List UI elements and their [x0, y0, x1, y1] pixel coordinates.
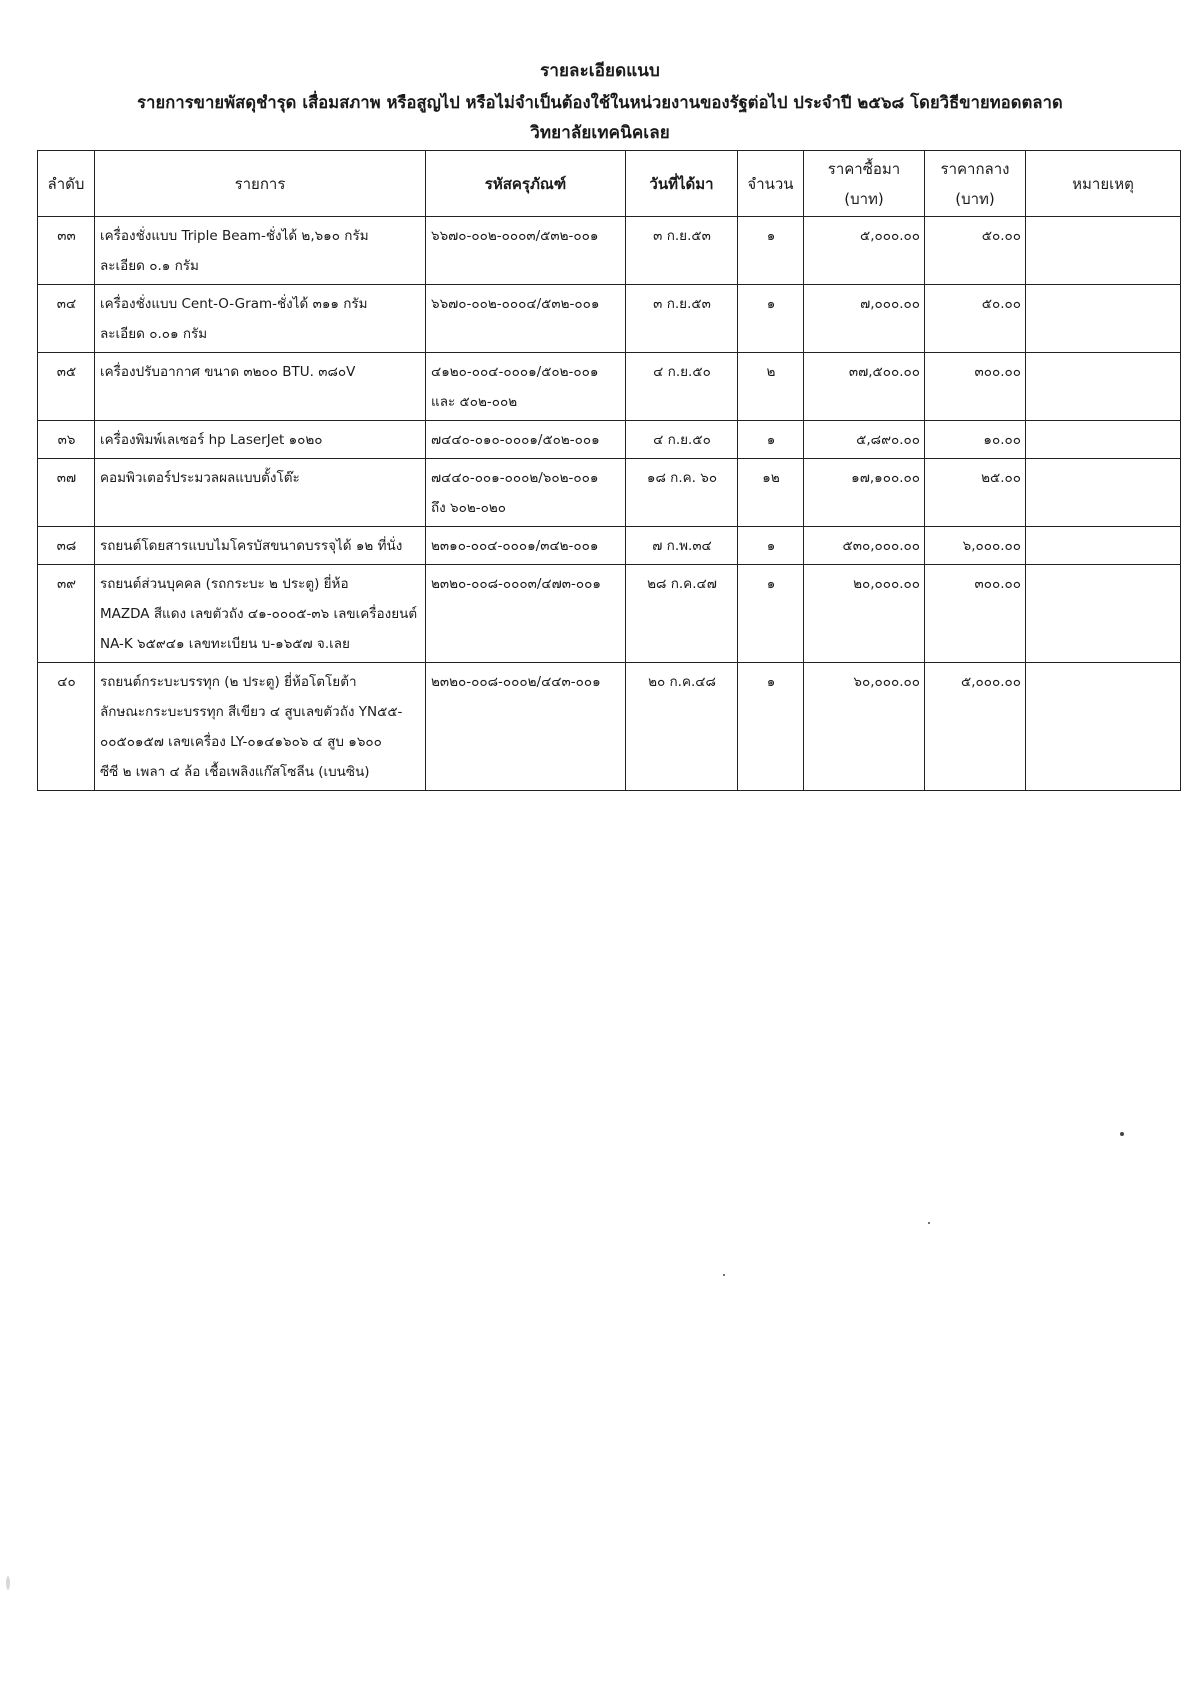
table-row — [38, 285, 1181, 353]
row-median-price: ๒๕.๐๐ — [925, 459, 1026, 527]
row-description: รถยนต์ส่วนบุคคล (รถกระบะ ๒ ประตู) ยี่ห้อ MAZDA สีแดง เลขตัวถัง ๔๑-๐๐๐๕-๓๖ เลขเครื่องยนต์ NA-K ๖๕๙๔๑ เลขทะเบียน บ-๑๖๕๗ จ.เลย — [95, 565, 426, 663]
col-header-date: วันที่ได้มา — [626, 151, 738, 217]
row-number: ๔๐ — [38, 663, 95, 791]
row-quantity: ๑ — [738, 285, 804, 353]
row-median-price: ๖,๐๐๐.๐๐ — [925, 527, 1026, 565]
scan-speck — [723, 1274, 725, 1276]
row-asset-code: ๖๖๗๐-๐๐๒-๐๐๐๔/๕๓๒-๐๐๑ — [426, 285, 626, 353]
row-median-price: ๓๐๐.๐๐ — [925, 565, 1026, 663]
row-description: เครื่องชั่งแบบ Cent-O-Gram-ชั่งได้ ๓๑๑ กรัม ละเอียด ๐.๐๑ กรัม — [95, 285, 426, 353]
col-header-no: ลำดับ — [38, 151, 95, 217]
row-median-price: ๕๐.๐๐ — [925, 285, 1026, 353]
row-description: คอมพิวเตอร์ประมวลผลแบบตั้งโต๊ะ — [95, 459, 426, 527]
col-header-item: รายการ — [95, 151, 426, 217]
col-header-median-price: ราคากลาง (บาท) — [925, 151, 1026, 217]
row-number: ๓๔ — [38, 285, 95, 353]
row-remark — [1026, 285, 1181, 353]
organization-name: วิทยาลัยเทคนิคเลย — [530, 123, 670, 143]
row-purchase-price: ๑๗,๑๐๐.๐๐ — [804, 459, 925, 527]
row-purchase-price: ๓๗,๕๐๐.๐๐ — [804, 353, 925, 421]
row-number: ๓๗ — [38, 459, 95, 527]
col-header-remark: หมายเหตุ — [1026, 151, 1181, 217]
row-description: รถยนต์โดยสารแบบไมโครบัสขนาดบรรจุได้ ๑๒ ที่นั่ง — [95, 527, 426, 565]
row-asset-code: ๗๔๔๐-๐๑๐-๐๐๐๑/๕๐๒-๐๐๑ — [426, 421, 626, 459]
row-asset-code: ๗๔๔๐-๐๐๑-๐๐๐๒/๖๐๒-๐๐๑ ถึง ๖๐๒-๐๒๐ — [426, 459, 626, 527]
row-remark — [1026, 527, 1181, 565]
row-acquired-date: ๗ ก.พ.๓๔ — [626, 527, 738, 565]
row-purchase-price: ๕,๐๐๐.๐๐ — [804, 217, 925, 285]
row-median-price: ๑๐.๐๐ — [925, 421, 1026, 459]
row-quantity: ๑ — [738, 663, 804, 791]
table-row — [38, 353, 1181, 421]
row-remark — [1026, 217, 1181, 285]
row-remark — [1026, 353, 1181, 421]
row-acquired-date: ๓ ก.ย.๕๓ — [626, 285, 738, 353]
row-remark — [1026, 459, 1181, 527]
table-row — [38, 459, 1181, 527]
document-header — [0, 56, 1200, 149]
row-description: รถยนต์กระบะบรรทุก (๒ ประตู) ยี่ห้อโตโยต้า ลักษณะกระบะบรรทุก สีเขียว ๔ สูบเลขตัวถัง YN๕๕- ๐๐๕๐๑๕๗ เลขเครื่อง LY-๐๑๔๑๖๐๖ ๔ สูบ ๑๖๐๐ ซีซี ๒ เพลา ๔ ล้อ เชื้อเพลิงแก๊สโซลีน (เบนซิน) — [95, 663, 426, 791]
row-number: ๓๙ — [38, 565, 95, 663]
scan-speck — [1120, 1132, 1124, 1136]
row-median-price: ๕,๐๐๐.๐๐ — [925, 663, 1026, 791]
table-row — [38, 565, 1181, 663]
row-asset-code: ๒๓๒๐-๐๐๘-๐๐๐๓/๔๗๓-๐๐๑ — [426, 565, 626, 663]
row-acquired-date: ๓ ก.ย.๕๓ — [626, 217, 738, 285]
col-header-code: รหัสครุภัณฑ์ — [426, 151, 626, 217]
row-acquired-date: ๔ ก.ย.๕๐ — [626, 353, 738, 421]
table-row — [38, 217, 1181, 285]
row-asset-code: ๒๓๑๐-๐๐๔-๐๐๐๑/๓๔๒-๐๐๑ — [426, 527, 626, 565]
row-acquired-date: ๑๘ ก.ค. ๖๐ — [626, 459, 738, 527]
row-median-price: ๕๐.๐๐ — [925, 217, 1026, 285]
row-acquired-date: ๒๐ ก.ค.๔๘ — [626, 663, 738, 791]
row-description: เครื่องปรับอากาศ ขนาด ๓๒๐๐ BTU. ๓๘๐V — [95, 353, 426, 421]
row-description: เครื่องพิมพ์เลเซอร์ hp LaserJet ๑๐๒๐ — [95, 421, 426, 459]
row-number: ๓๕ — [38, 353, 95, 421]
col-header-purchase-price: ราคาซื้อมา (บาท) — [804, 151, 925, 217]
row-asset-code: ๒๓๒๐-๐๐๘-๐๐๐๒/๔๔๓-๐๐๑ — [426, 663, 626, 791]
row-asset-code: ๔๑๒๐-๐๐๔-๐๐๐๑/๕๐๒-๐๐๑ และ ๕๐๒-๐๐๒ — [426, 353, 626, 421]
row-number: ๓๘ — [38, 527, 95, 565]
table-header-row — [38, 151, 1181, 217]
row-description: เครื่องชั่งแบบ Triple Beam-ชั่งได้ ๒,๖๑๐ กรัม ละเอียด ๐.๑ กรัม — [95, 217, 426, 285]
row-remark — [1026, 663, 1181, 791]
document-title: รายการขายพัสดุชำรุด เสื่อมสภาพ หรือสูญไป หรือไม่จำเป็นต้องใช้ในหน่วยงานของรัฐต่อไป ประจำปี ๒๕๖๘ โดยวิธีขายทอดตลาด — [137, 93, 1063, 112]
row-purchase-price: ๖๐,๐๐๐.๐๐ — [804, 663, 925, 791]
row-acquired-date: ๔ ก.ย.๕๐ — [626, 421, 738, 459]
table-row — [38, 527, 1181, 565]
row-quantity: ๒ — [738, 353, 804, 421]
row-quantity: ๑ — [738, 217, 804, 285]
asset-disposal-table — [37, 150, 1181, 791]
row-number: ๓๖ — [38, 421, 95, 459]
table-row — [38, 663, 1181, 791]
row-quantity: ๑ — [738, 565, 804, 663]
row-purchase-price: ๕,๘๙๐.๐๐ — [804, 421, 925, 459]
row-purchase-price: ๕๓๐,๐๐๐.๐๐ — [804, 527, 925, 565]
row-remark — [1026, 421, 1181, 459]
row-quantity: ๑ — [738, 421, 804, 459]
scan-speck — [6, 1576, 10, 1590]
row-purchase-price: ๗,๐๐๐.๐๐ — [804, 285, 925, 353]
row-number: ๓๓ — [38, 217, 95, 285]
col-header-qty: จำนวน — [738, 151, 804, 217]
row-quantity: ๑ — [738, 527, 804, 565]
row-acquired-date: ๒๘ ก.ค.๔๗ — [626, 565, 738, 663]
row-remark — [1026, 565, 1181, 663]
table-row — [38, 421, 1181, 459]
attachment-title: รายละเอียดแนบ — [540, 61, 660, 81]
row-median-price: ๓๐๐.๐๐ — [925, 353, 1026, 421]
scan-speck — [928, 1222, 930, 1224]
row-asset-code: ๖๖๗๐-๐๐๒-๐๐๐๓/๕๓๒-๐๐๑ — [426, 217, 626, 285]
row-quantity: ๑๒ — [738, 459, 804, 527]
row-purchase-price: ๒๐,๐๐๐.๐๐ — [804, 565, 925, 663]
